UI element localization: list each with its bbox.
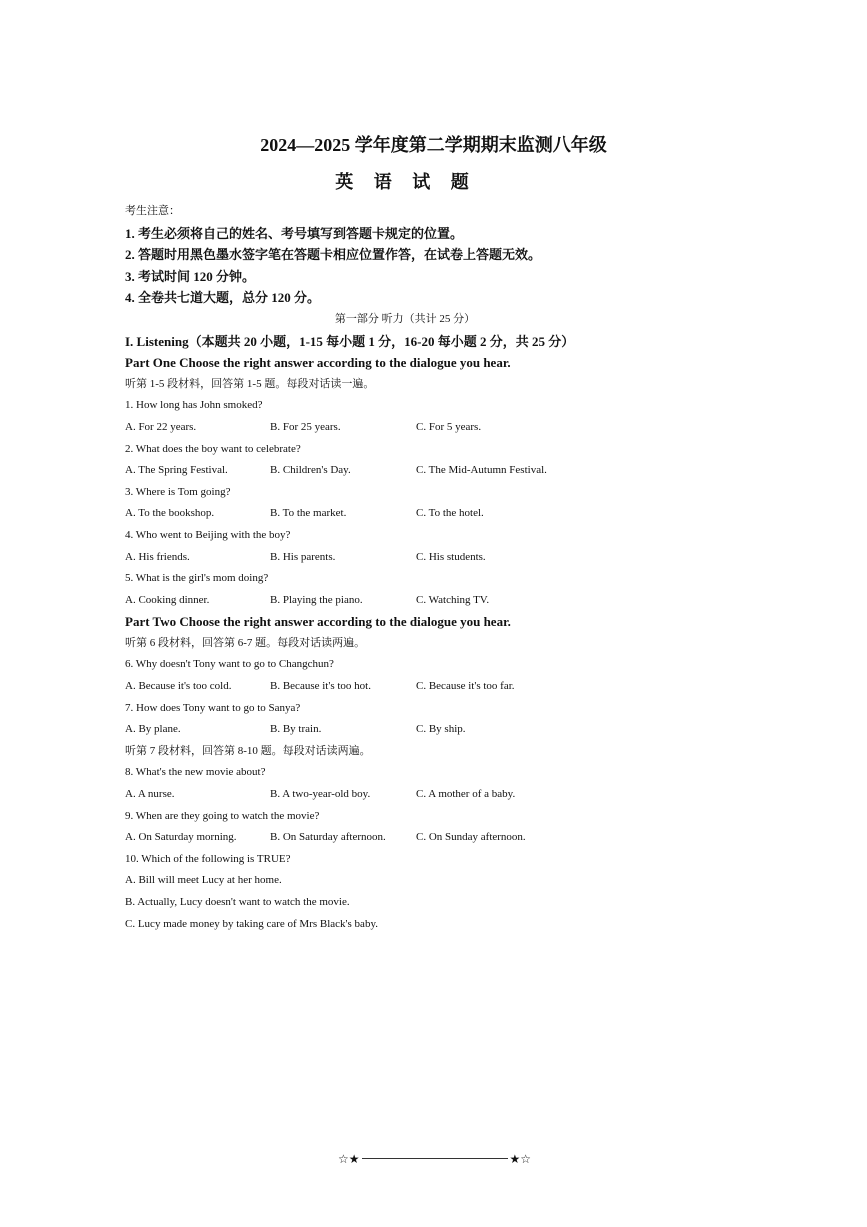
option-b: B. On Saturday afternoon. — [270, 831, 386, 844]
option-b: B. For 25 years. — [270, 420, 341, 433]
question: 4. Who went to Beijing with the boy? — [125, 528, 291, 541]
page-footer — [338, 1150, 538, 1168]
question: 5. What is the girl's mom doing? — [125, 572, 269, 585]
option-b: B. Because it's too hot. — [270, 680, 371, 693]
option-c: C. The Mid-Autumn Festival. — [416, 464, 547, 477]
option-c: C. To the hotel. — [416, 507, 484, 520]
part-one-instruction: 听第 1-5 段材料，回答第 1-5 题。每段对话读一遍。 — [125, 377, 375, 390]
notice-item: 3. 考试时间 120 分钟。 — [125, 268, 256, 284]
option-a: A. The Spring Festival. — [125, 464, 228, 477]
part1-heading: 第一部分 听力（共计 25 分） — [334, 312, 476, 325]
option-c: C. Because it's too far. — [416, 680, 515, 693]
notice-item: 4. 全卷共七道大题，总分 120 分。 — [125, 290, 321, 306]
option-a: A. Because it's too cold. — [125, 680, 232, 693]
star-icon: ★☆ — [509, 1152, 532, 1166]
exam-subtitle: 英 语 试 题 — [335, 172, 477, 192]
notice-item: 2. 答题时用黑色墨水签字笔在答题卡相应位置作答，在试卷上答题无效。 — [125, 247, 542, 263]
option-c: C. Watching TV. — [416, 593, 490, 606]
option-a: A. A nurse. — [125, 788, 175, 801]
exam-content — [125, 201, 845, 935]
options-row — [125, 719, 845, 741]
question: 6. Why doesn't Tony want to go to Changchun? — [125, 658, 334, 671]
star-icon: ☆★ — [338, 1152, 360, 1166]
option-a: A. His friends. — [125, 550, 190, 563]
part-two-heading: Part Two Choose the right answer according to the dialogue you hear. — [125, 614, 511, 630]
option-b: B. Playing the piano. — [270, 593, 363, 606]
notice-item: 1. 考生必须将自己的姓名、考号填写到答题卡规定的位置。 — [125, 225, 464, 241]
option-b: B. Actually, Lucy doesn't want to watch the movie. — [125, 896, 350, 908]
footer-divider — [362, 1158, 508, 1159]
options-row — [125, 503, 845, 525]
option-c: C. A mother of a baby. — [416, 788, 516, 801]
options-row — [125, 590, 845, 612]
question: 1. How long has John smoked? — [125, 399, 263, 412]
part-two-instruction: 听第 7 段材料，回答第 8-10 题。每段对话读两遍。 — [125, 744, 371, 757]
options-row — [125, 547, 845, 569]
option-a: A. By plane. — [125, 723, 181, 736]
option-c: C. His students. — [416, 550, 486, 563]
options-row — [125, 417, 845, 439]
option-b: B. His parents. — [270, 550, 336, 563]
option-b: B. Children's Day. — [270, 464, 351, 477]
question: 10. Which of the following is TRUE? — [125, 852, 291, 865]
option-a: A. To the bookshop. — [125, 507, 215, 520]
question: 3. Where is Tom going? — [125, 485, 231, 498]
question: 7. How does Tony want to go to Sanya? — [125, 701, 301, 714]
options-row — [125, 827, 845, 849]
option-b: B. By train. — [270, 723, 322, 736]
options-row — [125, 676, 845, 698]
question: 2. What does the boy want to celebrate? — [125, 442, 301, 455]
part-two-instruction: 听第 6 段材料，回答第 6-7 题。每段对话读两遍。 — [125, 636, 366, 649]
option-a: A. Cooking dinner. — [125, 593, 210, 606]
section-heading: I. Listening（本题共 20 小题，1-15 每小题 1 分，16-20 每小题 2 分，共 25 分） — [125, 333, 575, 349]
options-row — [125, 460, 845, 482]
option-c: C. For 5 years. — [416, 420, 482, 433]
exam-title: 2024—2025 学年度第二学期期末监测八年级 — [260, 135, 607, 155]
option-b: B. A two-year-old boy. — [270, 788, 371, 801]
part-one-heading: Part One Choose the right answer according to the dialogue you hear. — [125, 355, 511, 371]
option-c: C. Lucy made money by taking care of Mrs Black's baby. — [125, 917, 378, 930]
options-row — [125, 784, 845, 806]
option-b: B. To the market. — [270, 507, 347, 520]
notice-heading: 考生注意： — [125, 205, 180, 217]
option-c: C. On Sunday afternoon. — [416, 831, 526, 844]
question: 8. What's the new movie about? — [125, 766, 266, 779]
option-a: A. On Saturday morning. — [125, 831, 237, 844]
option-a: A. Bill will meet Lucy at her home. — [125, 874, 282, 887]
question: 9. When are they going to watch the movie? — [125, 809, 320, 822]
option-c: C. By ship. — [416, 723, 466, 736]
option-a: A. For 22 years. — [125, 420, 197, 433]
